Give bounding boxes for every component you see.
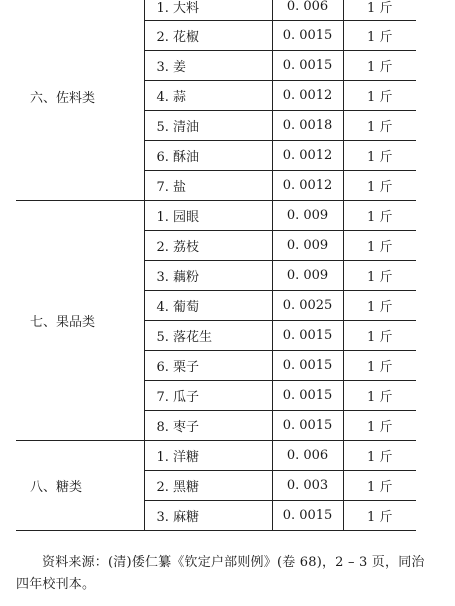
unit-cell: 1 斤 xyxy=(343,111,416,141)
item-name-cell: 1. 大料 xyxy=(144,0,272,21)
unit-cell: 1 斤 xyxy=(343,0,416,21)
unit-cell: 1 斤 xyxy=(343,291,416,321)
quantity-cell: 0. 009 xyxy=(272,231,343,261)
item-name-cell: 2. 荔枝 xyxy=(144,231,272,261)
unit-cell: 1 斤 xyxy=(343,21,416,51)
item-name-cell: 1. 园眼 xyxy=(144,201,272,231)
item-name-cell: 5. 落花生 xyxy=(144,321,272,351)
unit-cell: 1 斤 xyxy=(343,261,416,291)
unit-cell: 1 斤 xyxy=(343,201,416,231)
item-name-cell: 3. 麻糖 xyxy=(144,501,272,531)
item-name-cell: 4. 蒜 xyxy=(144,81,272,111)
item-name-cell: 8. 枣子 xyxy=(144,411,272,441)
category-cell: 六、佐料类 xyxy=(16,0,144,201)
unit-cell: 1 斤 xyxy=(343,51,416,81)
quantity-cell: 0. 0015 xyxy=(272,381,343,411)
quantity-cell: 0. 0015 xyxy=(272,351,343,381)
quantity-cell: 0. 0015 xyxy=(272,321,343,351)
unit-cell: 1 斤 xyxy=(343,351,416,381)
unit-cell: 1 斤 xyxy=(343,141,416,171)
unit-cell: 1 斤 xyxy=(343,381,416,411)
ration-table-body xyxy=(16,0,416,531)
quantity-cell: 0. 0018 xyxy=(272,111,343,141)
item-name-cell: 2. 黑糖 xyxy=(144,471,272,501)
quantity-cell: 0. 0015 xyxy=(272,51,343,81)
item-name-cell: 6. 酥油 xyxy=(144,141,272,171)
unit-cell: 1 斤 xyxy=(343,81,416,111)
item-name-cell: 2. 花椒 xyxy=(144,21,272,51)
unit-cell: 1 斤 xyxy=(343,501,416,531)
item-name-cell: 7. 瓜子 xyxy=(144,381,272,411)
quantity-cell: 0. 003 xyxy=(272,471,343,501)
quantity-cell: 0. 009 xyxy=(272,261,343,291)
unit-cell: 1 斤 xyxy=(343,231,416,261)
item-name-cell: 3. 姜 xyxy=(144,51,272,81)
source-note: 资料来源：(清)倭仁纂《钦定户部则例》(卷 68)，2 – 3 页，同治四年校刊本。 xyxy=(16,555,425,592)
quantity-cell: 0. 0025 xyxy=(272,291,343,321)
unit-cell: 1 斤 xyxy=(343,441,416,471)
item-name-cell: 7. 盐 xyxy=(144,171,272,201)
quantity-cell: 0. 006 xyxy=(272,441,343,471)
item-name-cell: 1. 洋糖 xyxy=(144,441,272,471)
unit-cell: 1 斤 xyxy=(343,471,416,501)
quantity-cell: 0. 0015 xyxy=(272,411,343,441)
quantity-cell: 0. 0012 xyxy=(272,171,343,201)
item-name-cell: 4. 葡萄 xyxy=(144,291,272,321)
table-row xyxy=(16,441,416,471)
quantity-cell: 0. 006 xyxy=(272,0,343,21)
quantity-cell: 0. 0015 xyxy=(272,501,343,531)
unit-cell: 1 斤 xyxy=(343,171,416,201)
ration-table xyxy=(16,0,416,531)
unit-cell: 1 斤 xyxy=(343,321,416,351)
item-name-cell: 5. 清油 xyxy=(144,111,272,141)
quantity-cell: 0. 0012 xyxy=(272,141,343,171)
quantity-cell: 0. 0012 xyxy=(272,81,343,111)
quantity-cell: 0. 0015 xyxy=(272,21,343,51)
category-cell: 七、果品类 xyxy=(16,201,144,441)
item-name-cell: 6. 栗子 xyxy=(144,351,272,381)
category-cell: 八、糖类 xyxy=(16,441,144,531)
quantity-cell: 0. 009 xyxy=(272,201,343,231)
unit-cell: 1 斤 xyxy=(343,411,416,441)
table-row xyxy=(16,201,416,231)
item-name-cell: 3. 藕粉 xyxy=(144,261,272,291)
table-row xyxy=(16,0,416,21)
